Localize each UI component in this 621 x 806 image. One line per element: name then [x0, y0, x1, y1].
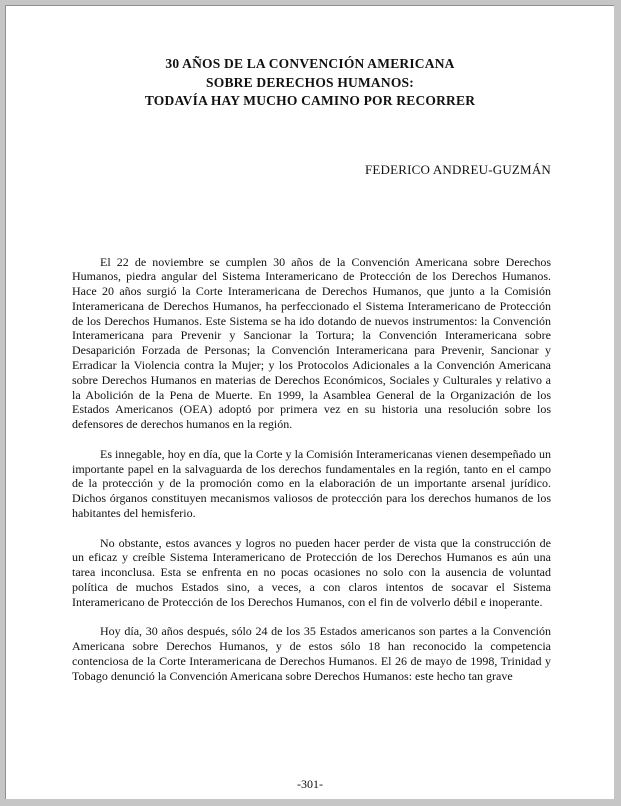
paragraph-4: Hoy día, 30 años después, sólo 24 de los 35 Estados americanos son partes a la Convención Americana sobre Derechos Humanos, y de estos sólo 18 han reconocido la competencia contenciosa de la Corte Interamericana de Derechos Humanos. El 26 de mayo de 1998, Trinidad y Tobago denunció la Convención Americana sobre Derechos Humanos: este hecho tan grave: [72, 624, 551, 683]
article-body: [72, 255, 551, 684]
article-title-line-2: SOBRE DERECHOS HUMANOS:: [206, 74, 414, 90]
article-title: [46, 55, 574, 111]
paragraph-3: No obstante, estos avances y logros no pueden hacer perder de vista que la construcción de un eficaz y creíble Sistema Interamericano de Protección de los Derechos Humanos es aún una tarea inconclusa. Esta se enfrenta en no pocas ocasiones no solo con la ausencia de voluntad política de muchos Estados sino, a veces, a con claros intentos de socavar el Sistema Interamericano de Protección de los Derechos Humanos, con el fin de volverlo débil e inoperante.: [72, 535, 551, 609]
page-number: -301-: [297, 777, 323, 791]
author-name: FEDERICO ANDREU-GUZMÁN: [364, 161, 551, 177]
paragraph-1: El 22 de noviembre se cumplen 30 años de la Convención Americana sobre Derechos Humanos, piedra angular del Sistema Interamericano de Protección de los Derechos Humanos. Hace 20 años surgió la Corte Interamericana de Derechos Humanos, que junto a la Comisión Interamericana de Derechos Humanos, ha perfeccionado el Sistema Interamericano de Protección de los Derechos Humanos. Este Sistema se ha ido dotando de nuevos instrumentos: la Convención Interamericana para Prevenir y Sancionar la Tortura; la Convención Interamericana sobre Desaparición Forzada de Personas; la Convención Interamericana para Prevenir, Sancionar y Erradicar la Violencia contra la Mujer; y los Protocolos Adicionales a la Convención Americana sobre Derechos Humanos en materias de Derechos Económicos, Sociales y Culturales y relativo a la Abolición de la Pena de Muerte. En 1999, la Asamblea General de la Organización de los Estados Americanos (OEA) adoptó por primera vez en su historia una resolución sobre los defensores de derechos humanos en la región.: [72, 254, 551, 432]
article-title-line-1: 30 AÑOS DE LA CONVENCIÓN AMERICANA: [165, 56, 455, 71]
paragraph-2: Es innegable, hoy en día, que la Corte y la Comisión Interamericanas vienen desempeñado un importante papel en la salvaguarda de los derechos fundamentales en la región, tanto en el campo de la protección y de la promoción como en la elaboración de un importante arsenal jurídico. Dichos órganos constituyen mecanismos valiosos de protección para los derechos humanos de los habitantes del hemisferio.: [72, 446, 551, 521]
article-title-line-3: TODAVÍA HAY MUCHO CAMINO POR RECORRER: [144, 93, 476, 108]
document-page: [5, 5, 614, 799]
page-content: [6, 55, 614, 806]
